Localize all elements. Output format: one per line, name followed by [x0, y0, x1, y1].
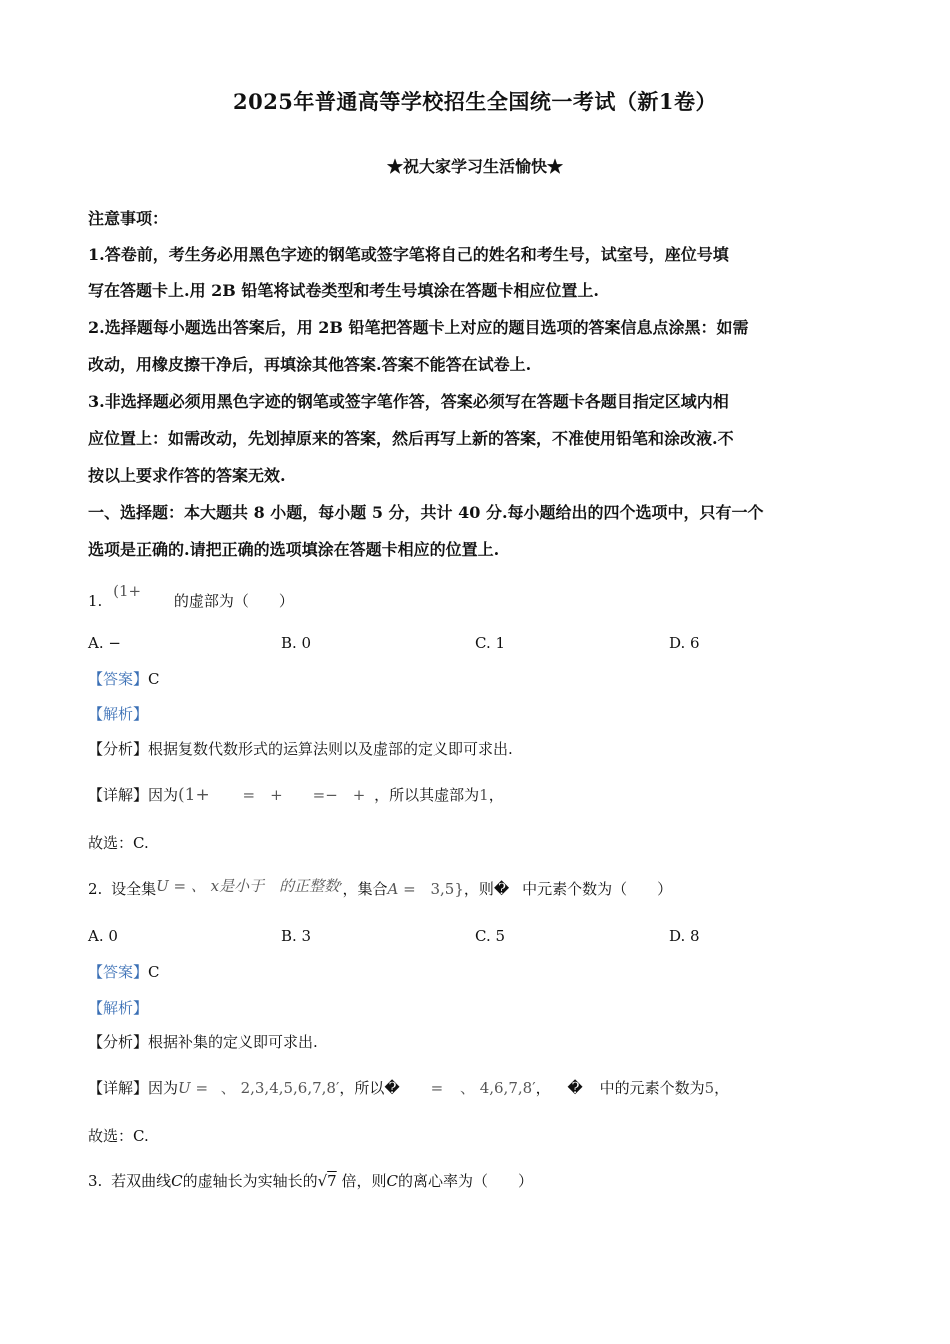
q2-detail-set2: 、 4,6,7,8: [459, 1079, 533, 1097]
q1-detail-value: 1: [479, 786, 489, 804]
q1-detail-end: ，: [488, 786, 504, 804]
q3-c2: C: [386, 1172, 398, 1190]
q2-expr-set1-end: ′: [339, 880, 343, 898]
q3-stem-mid: 的虚轴长为实轴长的: [182, 1172, 318, 1190]
q1-stem: [88, 582, 294, 611]
q2-analysis-tag: 【解析】: [88, 999, 149, 1017]
section1-line2: 选项是正确的.请把正确的选项填涂在答题卡相应的位置上.: [88, 540, 500, 559]
exam-subtitle: ★祝大家学习生活愉快★: [386, 157, 563, 176]
notice-item1-line1: 1.答卷前，考生务必用黑色字迹的钢笔或签字笔将自己的姓名和考生号，试室号，座位号填: [88, 245, 729, 264]
q1-detail-pre: 因为: [148, 786, 179, 804]
q1-fenxi-tag: 【分析】: [88, 740, 149, 758]
q2-detail-set: 、 2,3,4,5,6,7,8: [220, 1079, 336, 1097]
q2-option-a: A. 0: [88, 927, 118, 945]
q1-answer: [88, 668, 160, 689]
q1-detail-expr2: = + =− +: [242, 786, 366, 804]
q2-stem: [88, 878, 672, 899]
q1-option-d: D. 6: [669, 634, 700, 652]
q2-option-d: D. 8: [669, 927, 700, 945]
q1-detail: [88, 784, 504, 805]
section1-line1: 一、选择题：本大题共 8 小题，每小题 5 分，共计 40 分.每小题给出的四个选项中，只有一个: [88, 503, 764, 522]
q2-detail-glyph2: �: [567, 1079, 583, 1097]
q1-fenxi-text: 根据复数代数形式的运算法则以及虚部的定义即可求出.: [148, 740, 513, 758]
q1-detail-tag: 【详解】: [88, 786, 149, 804]
q2-detail-tag: 【详解】: [88, 1079, 149, 1097]
q1-choose: 故选：C.: [88, 834, 149, 852]
q2-detail-eq: =: [430, 1079, 444, 1097]
q2-expr-set2: 3,5}: [430, 880, 464, 898]
q2-answer-value: C: [148, 963, 160, 981]
q1-answer-tag: 【答案】: [88, 670, 149, 688]
q3-c: C: [171, 1172, 183, 1190]
q2-expr-u: U =: [156, 877, 187, 895]
q1-option-c: C. 1: [475, 634, 506, 652]
q1-option-b: B. 0: [281, 634, 312, 652]
q2-detail-set-end: ′: [335, 1079, 340, 1097]
q2-stem-end: 中元素个数为（ ）: [522, 880, 673, 898]
q2-answer: [88, 961, 160, 982]
q2-choose: 故选：C.: [88, 1127, 149, 1145]
exam-title: 2025年普通高等学校招生全国统一考试（新1卷）: [232, 89, 718, 114]
q2-option-b: B. 3: [281, 927, 312, 945]
q2-detail-set2-end: ′: [532, 1079, 536, 1097]
q3-number: 3.: [88, 1172, 103, 1190]
q2-detail-value: 5: [704, 1079, 715, 1097]
q2-fenxi-text: 根据补集的定义即可求出.: [148, 1033, 318, 1051]
q2-expr-set1: 、 x是小于 的正整数: [190, 877, 340, 895]
q2-option-c: C. 5: [475, 927, 506, 945]
q2-fenxi-tag: 【分析】: [88, 1033, 149, 1051]
q2-detail-glyph1: �: [384, 1079, 400, 1097]
q2-detail-u: U =: [178, 1079, 209, 1097]
q2-answer-tag: 【答案】: [88, 963, 149, 981]
q2-detail-mid: ，所以: [339, 1079, 385, 1097]
q2-fenxi: [88, 1031, 318, 1052]
q2-stem-pre: 设全集: [111, 880, 157, 898]
q3-sqrt: √7: [317, 1172, 337, 1190]
q2-number: 2.: [88, 880, 103, 898]
notice-item3-line2: 应位置上：如需改动，先划掉原来的答案，然后再写上新的答案，不准使用铅笔和涂改液.不: [88, 429, 734, 448]
q2-stem-mid: ，集合: [342, 880, 388, 898]
q2-stem-mid2: ，则: [463, 880, 494, 898]
q3-stem-mid2: 倍，则: [341, 1172, 387, 1190]
q2-detail-end: ，: [714, 1079, 730, 1097]
notice-item1-line2: 写在答题卡上.用 2B 铅笔将试卷类型和考生号填涂在答题卡相应位置上.: [88, 281, 599, 300]
q2-glyph: �: [493, 880, 510, 898]
q3-stem-end: 的离心率为（ ）: [398, 1172, 534, 1190]
q3-stem-pre: 若双曲线: [111, 1172, 172, 1190]
q1-detail-post: ，所以其虚部为: [374, 786, 480, 804]
q2-expr-a: A =: [387, 880, 416, 898]
q2-detail-pre: 因为: [148, 1079, 179, 1097]
notice-item3-line3: 按以上要求作答的答案无效.: [88, 466, 286, 485]
notice-heading: 注意事项：: [88, 209, 169, 228]
q1-analysis-tag: 【解析】: [88, 705, 149, 723]
q3-stem: [88, 1170, 533, 1191]
notice-item2-line1: 2.选择题每小题选出答案后，用 2B 铅笔把答题卡上对应的题目选项的答案信息点涂黑：如需: [88, 318, 749, 337]
q1-number: 1.: [88, 592, 103, 610]
q2-detail: [88, 1077, 729, 1098]
q2-detail-post: 中的元素个数为: [599, 1079, 705, 1097]
q1-fenxi: [88, 738, 513, 759]
q1-expression: (1+: [113, 582, 142, 600]
q1-stem-text: 的虚部为（ ）: [173, 592, 294, 610]
q1-answer-value: C: [148, 670, 160, 688]
q1-detail-expr1: (1+: [178, 785, 210, 805]
q1-option-a: A. −: [88, 634, 121, 652]
q3-sqrt-value: 7: [327, 1172, 337, 1190]
notice-item3-line1: 3.非选择题必须用黑色字迹的钢笔或签字笔作答，答案必须写在答题卡各题目指定区域内相: [88, 392, 729, 411]
notice-item2-line2: 改动，用橡皮擦干净后，再填涂其他答案.答案不能答在试卷上.: [88, 355, 532, 374]
q2-detail-comma: ，: [535, 1079, 551, 1097]
